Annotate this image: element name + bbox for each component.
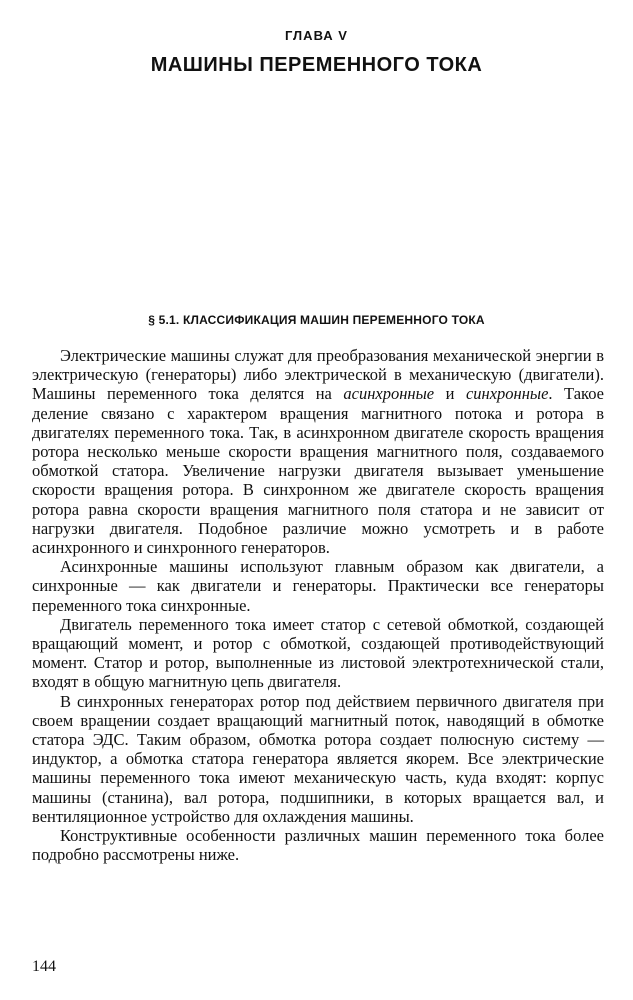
term-asynchronous: асинхронные — [343, 384, 435, 404]
page-number: 144 — [32, 958, 56, 975]
paragraph-5: Конструктивные особенности различных машин переменного тока более подробно рассмотрены ниже. — [32, 826, 604, 865]
paragraph-2: Асинхронные машины используют главным образом как двигатели, а синхронные — как двигатели и генераторы. Практически все генераторы переменного тока синхронные. — [32, 557, 604, 615]
body-text — [32, 346, 604, 864]
paragraph-4: В синхронных генераторах ротор под действием первичного двигателя при своем вращении создает вращающий магнитный поток, наводящий в обмотке статора ЭДС. Таким образом, обмотка ротора создает полюсную систему — индуктор, а обмотка статора генератора является якорем. Все электрические машины переменного тока имеют механическую часть, куда входят: корпус машины (станина), вал ротора, подшипники, в которых вращается вал, и вентиляционное устройство для охлаждения машины. — [32, 691, 604, 826]
term-synchronous: синхронные — [465, 384, 549, 404]
paragraph-3: Двигатель переменного тока имеет статор с сетевой обмоткой, создающей вращающий момент, и ротор с обмоткой, создающей противодействующий момент. Статор и ротор, выполненные из листовой электротехнической стали, входят в общую магнитную цепь двигателя. — [32, 614, 604, 692]
chapter-title: МАШИНЫ ПЕРЕМЕННОГО ТОКА — [150, 54, 483, 76]
paragraph-1 — [32, 346, 604, 557]
section-title: § 5.1. КЛАССИФИКАЦИЯ МАШИН ПЕРЕМЕННОГО ТОКА — [148, 313, 485, 327]
chapter-label: ГЛАВА V — [285, 28, 348, 43]
paragraph-1-text-a: Электрические машины служат для преобразования механической энергии в электрическую (генераторы) либо электрической в механическую (двигатели). Машины переменного тока делятся на — [32, 346, 604, 404]
paragraph-1-text-b: и — [434, 384, 466, 404]
paragraph-1-text-c: . Такое деление связано с характером вращения магнитного потока и ротора в двигателях переменного тока. Так, в асинхронном двигателе скорость вращения ротора несколько меньше скорости вращения магнитного поля, создаваемого обмоткой статора. Увеличение нагрузки двигателя вызывает уменьшение скорости вращения ротора. В синхронном же двигателе скорость вращения ротора равна скорости вращения магнитного поля статора и не зависит от нагрузки двигателя. Подобное различие можно усмотреть и в работе асинхронного и синхронного генераторов. — [32, 384, 604, 558]
